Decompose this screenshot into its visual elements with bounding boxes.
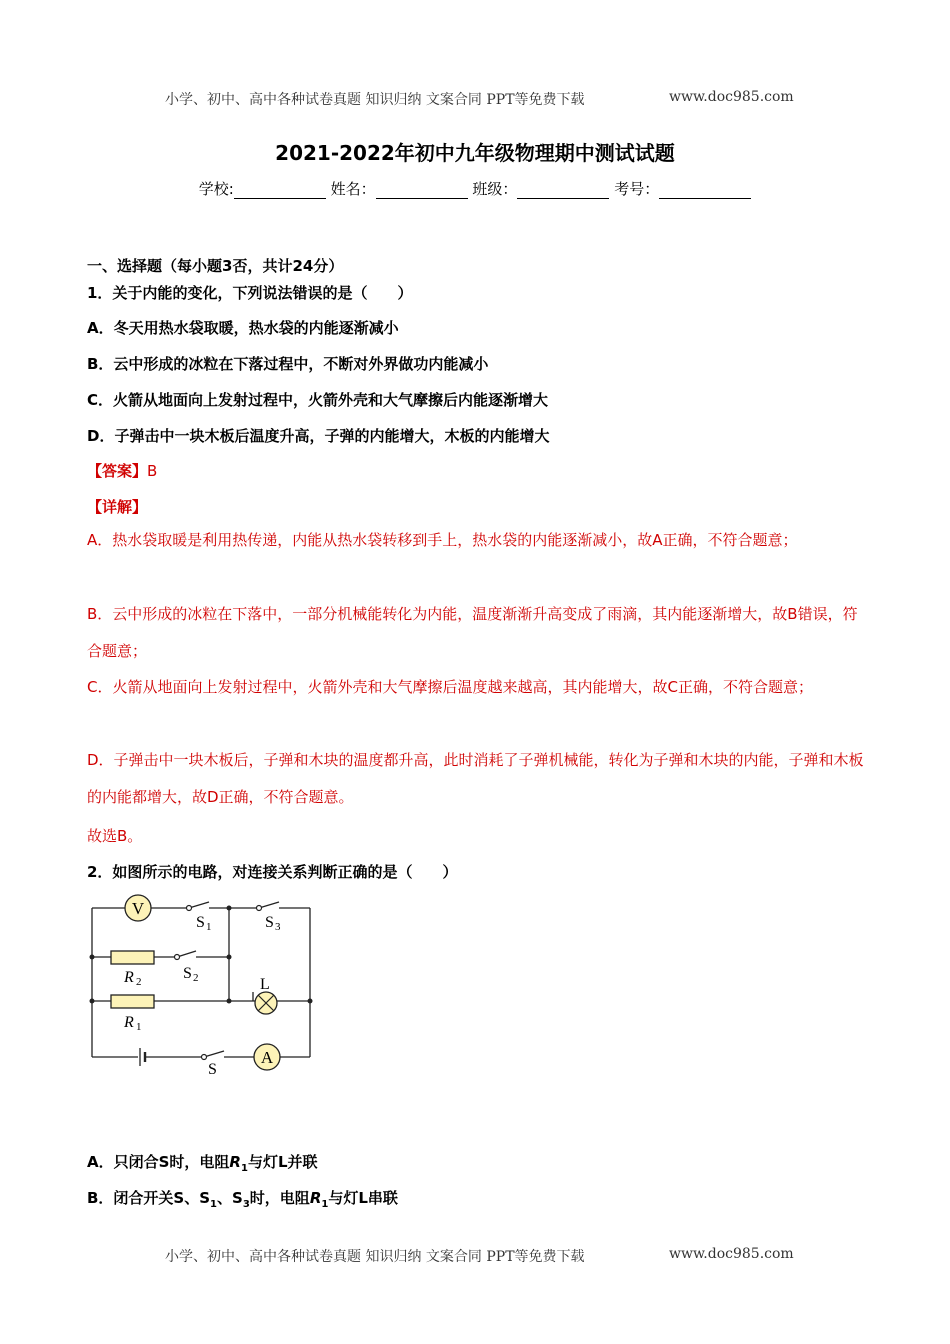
q1-explanation-a: A．热水袋取暖是利用热传递，内能从热水袋转移到手上，热水袋的内能逐渐减小，故A正确，不符合题意； [87,531,798,549]
q2-b-text-mid: 、S [217,1189,243,1207]
student-info-fields [0,178,950,199]
footer-site-link[interactable]: www.doc985.com [669,1246,794,1262]
header-promo-text: 小学、初中、高中各种试卷真题 知识归纳 文案合同 PPT等免费下载 [165,92,585,108]
lamp-label: L [260,976,270,993]
q2-b-rsub: 1 [321,1199,329,1210]
q2-b-r: R [309,1189,322,1207]
circuit-diagram [88,890,318,1080]
number-blank [659,184,751,199]
q2-stem: 2．如图所示的电路，对连接关系判断正确的是（ ） [87,863,458,881]
q2-b-text: B．闭合开关S、S [87,1189,211,1207]
class-label: 班级： [472,180,518,198]
switch-s2-contact [175,955,180,960]
ammeter-label: A [260,1048,274,1067]
q2-b-text-mid2: 时，电阻 [249,1189,310,1207]
r1-label: R [124,1014,134,1031]
q1-option-d: D．子弹击中一块木板后温度升高，子弹的内能增大，木板的内能增大 [87,427,550,445]
s3-label: S [265,914,274,931]
q1-explanation-d: D．子弹击中一块木板后，子弹和木块的温度都升高，此时消耗了子弹机械能，转化为子弹和木块的内能，子弹和木板的内能都增大，故D正确，不符合题意。 [87,751,864,806]
q2-a-r: R [229,1153,241,1171]
class-blank [517,184,609,199]
junction-dot [227,999,232,1004]
r2-label: R [124,969,134,986]
q1-option-a: A．冬天用热水袋取暖，热水袋的内能逐渐减小 [87,319,399,337]
switch-s3-contact [257,906,262,911]
s2-subscript: 2 [193,972,199,984]
school-blank [234,184,326,199]
junction-dot [90,955,95,960]
answer-label: 【答案】 [87,462,148,480]
junction-dot [227,906,232,911]
q1-option-c: C．火箭从地面向上发射过程中，火箭外壳和大气摩擦后内能逐渐增大 [87,391,549,409]
switch-s1-contact [187,906,192,911]
junction-dot [227,955,232,960]
s2-label: S [183,965,192,982]
q1-detail-label: 【详解】 [87,498,148,516]
q1-explanation-c: C．火箭从地面向上发射过程中，火箭外壳和大气摩擦后温度越来越高，其内能增大，故C正确，不符合题意； [87,678,813,696]
footer-promo-text: 小学、初中、高中各种试卷真题 知识归纳 文案合同 PPT等免费下载 [165,1249,585,1265]
junction-dot [90,999,95,1004]
q1-stem: 1．关于内能的变化，下列说法错误的是（ ） [87,284,413,302]
voltmeter-label: V [131,899,145,918]
section-heading: 一、选择题（每小题3否，共计24分） [87,257,344,275]
s1-label: S [196,914,205,931]
switch-s-contact [202,1055,207,1060]
q1-answer [87,460,157,481]
resistor-r1 [111,995,154,1008]
page-title: 2021-2022年初中九年级物理期中测试试题 [275,141,675,165]
q2-option-a [87,1151,318,1174]
number-label: 考号： [614,180,660,198]
q2-b-text-end: 与灯L串联 [328,1189,398,1207]
q1-option-b: B．云中形成的冰粒在下落过程中，不断对外界做功内能减小 [87,355,489,373]
s-label: S [208,1061,217,1078]
junction-dot [308,999,313,1004]
resistor-r2 [111,951,154,964]
header-site-link[interactable]: www.doc985.com [669,89,794,105]
q2-a-rsub: 1 [240,1163,248,1174]
q2-b-s1sub: 1 [210,1199,218,1210]
r1-subscript: 1 [136,1021,142,1033]
q2-a-text-end: 与灯L并联 [247,1153,318,1171]
q1-explanation-b: B．云中形成的冰粒在下落中，一部分机械能转化为内能，温度渐渐升高变成了雨滴，其内能逐渐增大，故B错误，符合题意； [87,605,858,660]
answer-value: B [147,462,158,480]
q2-b-s3sub: 3 [242,1199,250,1210]
r2-subscript: 2 [136,976,142,988]
q2-option-b [87,1187,398,1210]
name-label: 姓名： [330,180,376,198]
s1-subscript: 1 [206,921,212,933]
q2-a-text: A．只闭合S时，电阻 [87,1153,230,1171]
name-blank [376,184,468,199]
q1-conclusion: 故选B。 [87,827,143,845]
s3-subscript: 3 [275,921,281,933]
school-label: 学校: [198,180,234,198]
